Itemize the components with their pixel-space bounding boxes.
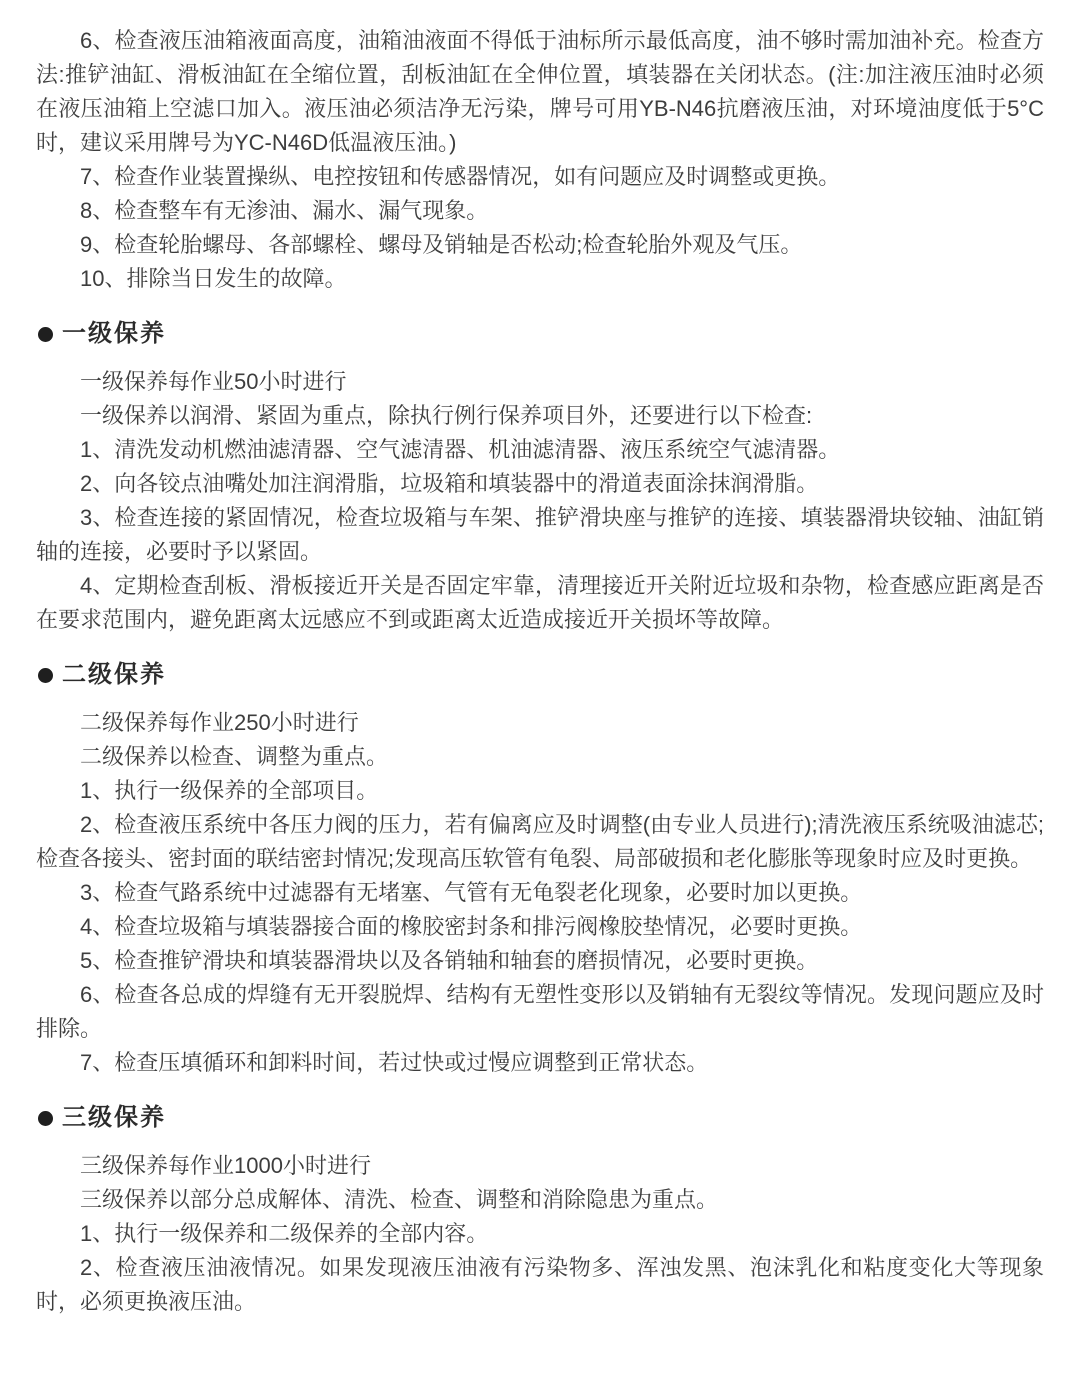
section-heading-level-2 — [38, 659, 1044, 691]
routine-item-8: 8、检查整车有无渗油、漏水、漏气现象。 — [80, 198, 489, 223]
level2-interval: 二级保养每作业250小时进行 — [80, 710, 359, 735]
level2-item-5: 5、检查推铲滑块和填装器滑块以及各销轴和轴套的磨损情况，必要时更换。 — [80, 948, 819, 973]
level2-item-3: 3、检查气路系统中过滤器有无堵塞、气管有无龟裂老化现象，必要时加以更换。 — [80, 880, 863, 905]
level2-item-1: 1、执行一级保养的全部项目。 — [80, 778, 379, 803]
routine-item-7: 7、检查作业装置操纵、电控按钮和传感器情况，如有问题应及时调整或更换。 — [80, 164, 841, 189]
section-title-level-3: 三级保养 — [62, 1104, 166, 1131]
routine-item-9: 9、检查轮胎螺母、各部螺栓、螺母及销轴是否松动;检查轮胎外观及气压。 — [80, 232, 803, 257]
routine-item-6: 6、检查液压油箱液面高度，油箱油液面不得低于油标所示最低高度，油不够时需加油补充。检查方法:推铲油缸、滑板油缸在全缩位置，刮板油缸在全伸位置，填装器在关闭状态。(注:加注液压油时必须在液压油箱上空滤口加入。液压油必须洁净无污染，牌号可用YB-N46抗磨液压油，对环境油度低于5°C时，建议采用牌号为YC-N46D低温液压油。) — [36, 28, 1044, 155]
level1-interval: 一级保养每作业50小时进行 — [80, 369, 347, 394]
section-title-level-1: 一级保养 — [62, 320, 166, 347]
section-title-level-2: 二级保养 — [62, 661, 166, 688]
section-heading-level-3 — [38, 1102, 1044, 1134]
level3-item-1: 1、执行一级保养和二级保养的全部内容。 — [80, 1221, 489, 1246]
level1-item-4: 4、定期检查刮板、滑板接近开关是否固定牢靠，清理接近开关附近垃圾和杂物，检查感应距离是否在要求范围内，避免距离太远感应不到或距离太近造成接近开关损坏等故障。 — [36, 573, 1044, 632]
section-heading-level-1 — [38, 318, 1044, 350]
bullet-icon — [38, 327, 53, 342]
level2-focus: 二级保养以检查、调整为重点。 — [80, 744, 389, 769]
level2-item-4: 4、检查垃圾箱与填装器接合面的橡胶密封条和排污阀橡胶垫情况，必要时更换。 — [80, 914, 863, 939]
level2-item-6: 6、检查各总成的焊缝有无开裂脱焊、结构有无塑性变形以及销轴有无裂纹等情况。发现问题应及时排除。 — [36, 982, 1044, 1041]
bullet-icon — [38, 1111, 53, 1126]
level3-item-2: 2、检查液压油液情况。如果发现液压油液有污染物多、浑浊发黑、泡沫乳化和粘度变化大等现象时，必须更换液压油。 — [36, 1255, 1044, 1314]
level3-focus: 三级保养以部分总成解体、清洗、检查、调整和消除隐患为重点。 — [80, 1187, 719, 1212]
level1-item-2: 2、向各铰点油嘴处加注润滑脂，垃圾箱和填装器中的滑道表面涂抹润滑脂。 — [80, 471, 819, 496]
bullet-icon — [38, 668, 53, 683]
level1-item-1: 1、清洗发动机燃油滤清器、空气滤清器、机油滤清器、液压系统空气滤清器。 — [80, 437, 841, 462]
level2-item-2: 2、检查液压系统中各压力阀的压力，若有偏离应及时调整(由专业人员进行);清洗液压系统吸油滤芯;检查各接头、密封面的联结密封情况;发现高压软管有龟裂、局部破损和老化膨胀等现象时应及时更换。 — [36, 812, 1044, 871]
routine-item-10: 10、排除当日发生的故障。 — [80, 266, 347, 291]
level2-item-7: 7、检查压填循环和卸料时间，若过快或过慢应调整到正常状态。 — [80, 1050, 709, 1075]
level1-item-3: 3、检查连接的紧固情况，检查垃圾箱与车架、推铲滑块座与推铲的连接、填装器滑块铰轴、油缸销轴的连接，必要时予以紧固。 — [36, 505, 1044, 564]
level1-focus: 一级保养以润滑、紧固为重点，除执行例行保养项目外，还要进行以下检查: — [80, 403, 813, 428]
level3-interval: 三级保养每作业1000小时进行 — [80, 1153, 371, 1178]
